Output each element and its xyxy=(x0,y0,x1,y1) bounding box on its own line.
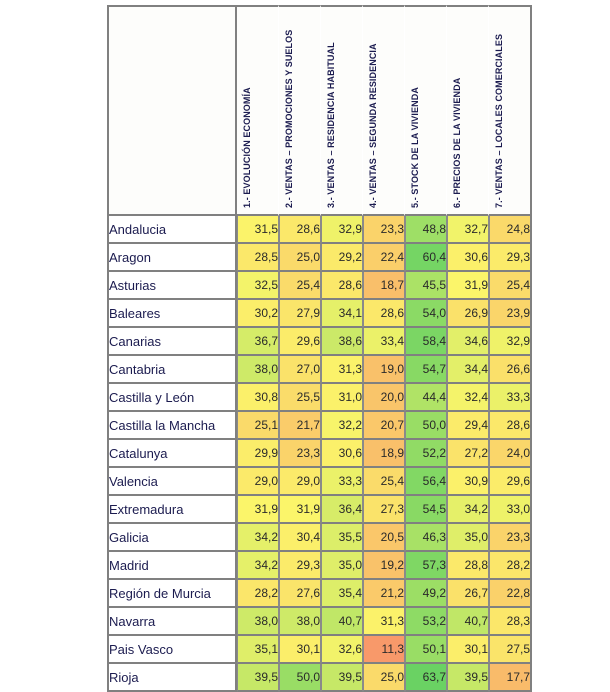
column-header-label: 2.- VENTAS – PROMOCIONES Y SUELOS xyxy=(284,29,294,208)
heatmap-cell: 36,7 xyxy=(237,328,279,356)
row-label: Valencia xyxy=(107,468,237,496)
heatmap-cell: 29,0 xyxy=(237,468,279,496)
heatmap-cell: 31,9 xyxy=(237,496,279,524)
row-label: Cantabria xyxy=(107,356,237,384)
heatmap-cell: 31,3 xyxy=(363,608,405,636)
heatmap-cell: 52,2 xyxy=(405,440,447,468)
heatmap-cell: 28,6 xyxy=(363,300,405,328)
heatmap-cell: 50,1 xyxy=(405,636,447,664)
column-header-label: 1.- EVOLUCIÓN ECONOMÍA xyxy=(242,87,252,208)
heatmap-cell: 23,3 xyxy=(279,440,321,468)
heatmap-cell: 34,4 xyxy=(447,356,489,384)
heatmap-cell: 29,3 xyxy=(279,552,321,580)
row-label: Canarias xyxy=(107,328,237,356)
heatmap-cell: 29,4 xyxy=(447,412,489,440)
column-header-4 xyxy=(363,5,405,216)
table-row xyxy=(107,412,532,440)
heatmap-cell: 32,7 xyxy=(447,216,489,244)
table-corner-cell xyxy=(107,5,237,216)
heatmap-cell: 34,2 xyxy=(447,496,489,524)
heatmap-cell: 54,5 xyxy=(405,496,447,524)
heatmap-cell: 11,3 xyxy=(363,636,405,664)
heatmap-cell: 31,5 xyxy=(237,216,279,244)
heatmap-cell: 27,5 xyxy=(489,636,532,664)
row-label: Galicia xyxy=(107,524,237,552)
heatmap-cell: 27,3 xyxy=(363,496,405,524)
table-row xyxy=(107,440,532,468)
heatmap-cell: 20,0 xyxy=(363,384,405,412)
table-row xyxy=(107,244,532,272)
heatmap-cell: 33,0 xyxy=(489,496,532,524)
heatmap-cell: 24,0 xyxy=(489,440,532,468)
heatmap-cell: 19,2 xyxy=(363,552,405,580)
column-header-rotation-wrapper xyxy=(447,11,487,214)
column-header-rotation-wrapper xyxy=(405,11,445,214)
column-header-rotation-wrapper xyxy=(489,11,529,214)
heatmap-cell: 28,2 xyxy=(237,580,279,608)
heatmap-cell: 27,9 xyxy=(279,300,321,328)
heatmap-cell: 18,9 xyxy=(363,440,405,468)
row-label: Extremadura xyxy=(107,496,237,524)
heatmap-cell: 30,8 xyxy=(237,384,279,412)
row-label: Asturias xyxy=(107,272,237,300)
heatmap-cell: 32,5 xyxy=(237,272,279,300)
heatmap-cell: 30,9 xyxy=(447,468,489,496)
heatmap-cell: 33,4 xyxy=(363,328,405,356)
table-body xyxy=(107,216,532,692)
heatmap-cell: 27,0 xyxy=(279,356,321,384)
heatmap-cell: 63,7 xyxy=(405,664,447,692)
heatmap-cell: 50,0 xyxy=(405,412,447,440)
heatmap-cell: 30,6 xyxy=(447,244,489,272)
heatmap-cell: 30,1 xyxy=(447,636,489,664)
heatmap-cell: 35,1 xyxy=(237,636,279,664)
heatmap-table xyxy=(107,5,532,692)
heatmap-cell: 29,6 xyxy=(279,328,321,356)
heatmap-cell: 34,1 xyxy=(321,300,363,328)
heatmap-cell: 32,9 xyxy=(321,216,363,244)
table-row xyxy=(107,216,532,244)
heatmap-cell: 49,2 xyxy=(405,580,447,608)
row-label: Castilla la Mancha xyxy=(107,412,237,440)
heatmap-cell: 19,0 xyxy=(363,356,405,384)
heatmap-cell: 32,9 xyxy=(489,328,532,356)
table-row xyxy=(107,356,532,384)
heatmap-cell: 58,4 xyxy=(405,328,447,356)
heatmap-cell: 35,0 xyxy=(321,552,363,580)
heatmap-cell: 21,2 xyxy=(363,580,405,608)
column-header-rotation-wrapper xyxy=(237,11,277,214)
heatmap-cell: 25,0 xyxy=(363,664,405,692)
heatmap-cell: 35,4 xyxy=(321,580,363,608)
heatmap-cell: 30,6 xyxy=(321,440,363,468)
table-row xyxy=(107,636,532,664)
heatmap-cell: 25,5 xyxy=(279,384,321,412)
heatmap-cell: 28,3 xyxy=(489,608,532,636)
column-header-3 xyxy=(321,5,363,216)
heatmap-cell: 20,7 xyxy=(363,412,405,440)
heatmap-cell: 31,9 xyxy=(279,496,321,524)
table-row xyxy=(107,328,532,356)
heatmap-cell: 21,7 xyxy=(279,412,321,440)
heatmap-cell: 20,5 xyxy=(363,524,405,552)
column-header-1 xyxy=(237,5,279,216)
heatmap-cell: 30,4 xyxy=(279,524,321,552)
column-header-label: 3.- VENTAS – RESIDENCIA HABITUAL xyxy=(326,42,336,208)
heatmap-cell: 48,8 xyxy=(405,216,447,244)
table-row xyxy=(107,524,532,552)
row-label: Baleares xyxy=(107,300,237,328)
heatmap-cell: 40,7 xyxy=(447,608,489,636)
column-header-6 xyxy=(447,5,489,216)
table-row xyxy=(107,384,532,412)
heatmap-cell: 23,9 xyxy=(489,300,532,328)
heatmap-cell: 31,0 xyxy=(321,384,363,412)
heatmap-cell: 38,6 xyxy=(321,328,363,356)
heatmap-cell: 39,5 xyxy=(447,664,489,692)
heatmap-cell: 29,6 xyxy=(489,468,532,496)
heatmap-cell: 31,3 xyxy=(321,356,363,384)
heatmap-cell: 26,9 xyxy=(447,300,489,328)
heatmap-cell: 23,3 xyxy=(363,216,405,244)
table-row xyxy=(107,580,532,608)
heatmap-cell: 56,4 xyxy=(405,468,447,496)
row-label: Castilla y León xyxy=(107,384,237,412)
table-row xyxy=(107,300,532,328)
heatmap-cell: 30,1 xyxy=(279,636,321,664)
heatmap-cell: 38,0 xyxy=(237,608,279,636)
heatmap-cell: 60,4 xyxy=(405,244,447,272)
column-header-label: 4.- VENTAS – SEGUNDA RESIDENCIA xyxy=(368,43,378,208)
heatmap-cell: 31,9 xyxy=(447,272,489,300)
column-header-2 xyxy=(279,5,321,216)
heatmap-cell: 32,4 xyxy=(447,384,489,412)
heatmap-cell: 29,2 xyxy=(321,244,363,272)
row-label: Rioja xyxy=(107,664,237,692)
heatmap-cell: 29,3 xyxy=(489,244,532,272)
heatmap-cell: 27,2 xyxy=(447,440,489,468)
heatmap-cell: 46,3 xyxy=(405,524,447,552)
heatmap-cell: 38,0 xyxy=(237,356,279,384)
column-header-label: 6.- PRECIOS DE LA VIVIENDA xyxy=(452,77,462,208)
heatmap-cell: 28,6 xyxy=(279,216,321,244)
heatmap-cell: 54,0 xyxy=(405,300,447,328)
column-header-7 xyxy=(489,5,532,216)
heatmap-cell: 34,2 xyxy=(237,524,279,552)
heatmap-cell: 25,4 xyxy=(489,272,532,300)
heatmap-cell: 33,3 xyxy=(321,468,363,496)
heatmap-cell: 39,5 xyxy=(237,664,279,692)
heatmap-cell: 23,3 xyxy=(489,524,532,552)
heatmap-cell: 57,3 xyxy=(405,552,447,580)
table-head xyxy=(107,5,532,216)
heatmap-cell: 22,8 xyxy=(489,580,532,608)
heatmap-cell: 26,6 xyxy=(489,356,532,384)
table-row xyxy=(107,608,532,636)
heatmap-cell: 30,2 xyxy=(237,300,279,328)
heatmap-cell: 25,0 xyxy=(279,244,321,272)
row-label: Madrid xyxy=(107,552,237,580)
heatmap-cell: 28,6 xyxy=(321,272,363,300)
heatmap-cell: 29,0 xyxy=(279,468,321,496)
column-header-label: 5.- STOCK DE LA VIVIENDA xyxy=(410,87,420,208)
table-row xyxy=(107,468,532,496)
table-row xyxy=(107,664,532,692)
table-row xyxy=(107,552,532,580)
heatmap-cell: 28,8 xyxy=(447,552,489,580)
row-label: Navarra xyxy=(107,608,237,636)
heatmap-cell: 53,2 xyxy=(405,608,447,636)
row-label: Aragon xyxy=(107,244,237,272)
column-header-rotation-wrapper xyxy=(363,11,403,214)
row-label: Pais Vasco xyxy=(107,636,237,664)
column-header-label: 7.- VENTAS – LOCALES COMERCIALES xyxy=(494,33,504,208)
heatmap-cell: 50,0 xyxy=(279,664,321,692)
heatmap-cell: 35,5 xyxy=(321,524,363,552)
heatmap-cell: 17,7 xyxy=(489,664,532,692)
heatmap-cell: 28,2 xyxy=(489,552,532,580)
heatmap-cell: 39,5 xyxy=(321,664,363,692)
heatmap-cell: 34,2 xyxy=(237,552,279,580)
heatmap-cell: 25,4 xyxy=(279,272,321,300)
table-row xyxy=(107,272,532,300)
heatmap-cell: 29,9 xyxy=(237,440,279,468)
heatmap-cell: 45,5 xyxy=(405,272,447,300)
column-header-5 xyxy=(405,5,447,216)
table-row xyxy=(107,496,532,524)
heatmap-cell: 22,4 xyxy=(363,244,405,272)
heatmap-cell: 36,4 xyxy=(321,496,363,524)
heatmap-cell: 40,7 xyxy=(321,608,363,636)
heatmap-cell: 35,0 xyxy=(447,524,489,552)
row-label: Región de Murcia xyxy=(107,580,237,608)
heatmap-cell: 33,3 xyxy=(489,384,532,412)
heatmap-cell: 32,2 xyxy=(321,412,363,440)
column-header-rotation-wrapper xyxy=(321,11,361,214)
row-label: Catalunya xyxy=(107,440,237,468)
heatmap-cell: 44,4 xyxy=(405,384,447,412)
heatmap-cell: 28,5 xyxy=(237,244,279,272)
heatmap-cell: 54,7 xyxy=(405,356,447,384)
heatmap-cell: 18,7 xyxy=(363,272,405,300)
heatmap-cell: 28,6 xyxy=(489,412,532,440)
heatmap-cell: 25,1 xyxy=(237,412,279,440)
heatmap-cell: 38,0 xyxy=(279,608,321,636)
heatmap-cell: 32,6 xyxy=(321,636,363,664)
heatmap-cell: 27,6 xyxy=(279,580,321,608)
row-label: Andalucia xyxy=(107,216,237,244)
table-header-row xyxy=(107,5,532,216)
column-header-rotation-wrapper xyxy=(279,11,319,214)
heatmap-cell: 24,8 xyxy=(489,216,532,244)
heatmap-cell: 34,6 xyxy=(447,328,489,356)
heatmap-cell: 25,4 xyxy=(363,468,405,496)
heatmap-cell: 26,7 xyxy=(447,580,489,608)
